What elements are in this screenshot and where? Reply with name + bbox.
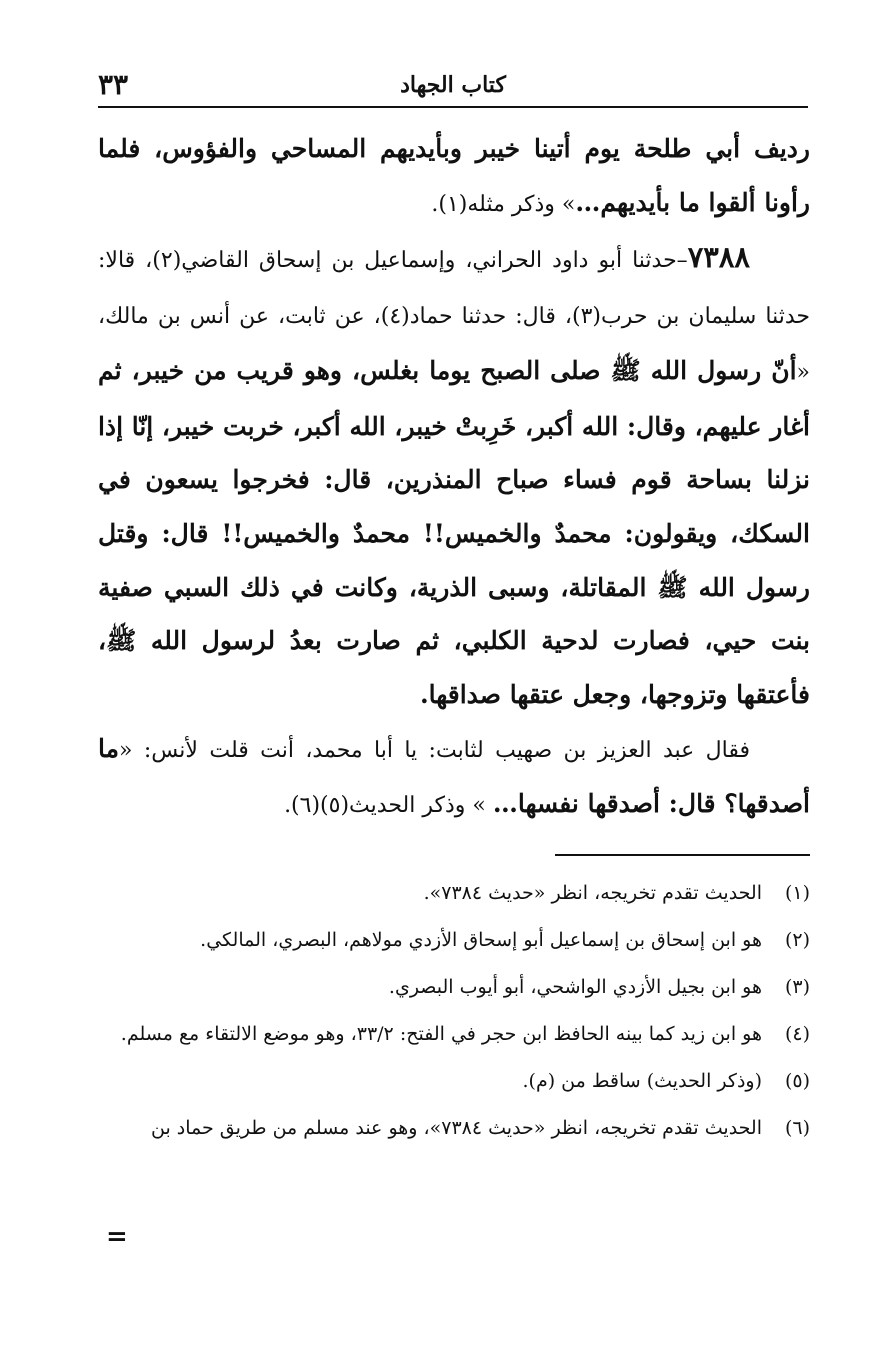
footnote-mark: (١) (784, 882, 810, 904)
footnote-item (98, 1105, 810, 1152)
isnad-text: –حدثنا أبو داود الحراني، وإسماعيل بن إسحاق القاضي(٢)، قالا: حدثنا سليمان بن حرب(٣)، قال: حدثنا حماد(٤)، عن ثابت، عن أنس بن مالك، « (98, 248, 810, 385)
continuation-mark: = (106, 1222, 128, 1252)
footnote-text: الحديث تقدم تخريجه، انظر «حديث ٧٣٨٤». (423, 882, 762, 904)
narration-tail: » وذكر مثله(١). (431, 191, 576, 217)
footnote-mark: (٢) (784, 929, 810, 951)
footnotes (98, 870, 810, 1152)
paragraph-1 (98, 122, 810, 231)
footnote-text: الحديث تقدم تخريجه، انظر «حديث ٧٣٨٤»، وهو عند مسلم من طريق حماد بن (150, 1117, 762, 1139)
footnote-text: هو ابن بجيل الأزدي الواشحي، أبو أيوب البصري. (388, 976, 762, 998)
main-text (98, 122, 810, 833)
hadith-text: أنّ رسول الله ﷺ صلى الصبح يوما بغلس، وهو قريب من خيبر، ثم أغار عليهم، وقال: الله أكبر، خَرِبتْ خيبر، الله أكبر، خربت خيبر، إنّا إذا نزلنا بساحة قوم فساء صباح المنذرين، قال: فخرجوا يسعون في السكك، ويقولون: محمدٌ والخميس!! محمدٌ والخميس!! قال: وقتل رسول الله ﷺ المقاتلة، وسبى الذرية، وكانت في ذلك السبي صفية بنت حيي، فصارت لدحية الكلبي، ثم صارت بعدُ لرسول الله ﷺ، فأعتقها وتزوجها، وجعل عتقها صداقها. (97, 355, 810, 710)
chapter-title: كتاب الجهاد (400, 72, 506, 98)
paragraph-2 (98, 231, 810, 721)
footnote-item (98, 964, 810, 1011)
footnote-item (98, 1011, 810, 1058)
footnote-text: هو ابن زيد كما بينه الحافظ ابن حجر في الفتح: ٣٣/٢، وهو موضع الالتقاء مع مسلم. (120, 1023, 762, 1045)
hadith-text: رديف أبي طلحة يوم أتينا خيبر وبأيديهم المساحي والفؤوس، فلما رأونا ألقوا ما بأيديهم… (98, 134, 810, 217)
paragraph-3 (98, 722, 810, 833)
narration-text: فقال عبد العزيز بن صهيب لثابت: يا أبا محمد، أنت قلت لأنس: « (119, 737, 750, 763)
footnote-text: هو ابن إسحاق بن إسماعيل أبو إسحاق الأزدي مولاهم، البصري، المالكي. (200, 929, 762, 951)
page-number: ٣٣ (98, 68, 129, 101)
running-header (98, 68, 808, 102)
footnote-item (98, 870, 810, 917)
narration-tail: » وذكر الحديث(٥)(٦). (284, 793, 493, 819)
footnote-mark: (٣) (784, 976, 810, 998)
footnote-separator (555, 854, 810, 856)
footnote-item (98, 917, 810, 964)
hadith-text: ما أصدقها؟ قال: أصدقها نفسها… (98, 733, 810, 819)
hadith-number: ٧٣٨٨ (687, 240, 750, 275)
footnote-text: (وذكر الحديث) ساقط من (م). (522, 1070, 762, 1092)
header-rule (98, 106, 808, 108)
footnote-mark: (٥) (784, 1070, 810, 1092)
footnote-mark: (٦) (784, 1117, 810, 1139)
footnote-mark: (٤) (784, 1023, 810, 1045)
footnote-item (98, 1058, 810, 1105)
